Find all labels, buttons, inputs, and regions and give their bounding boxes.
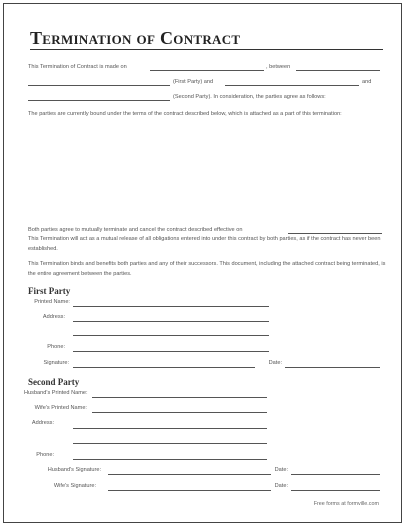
title-rule [30,49,383,50]
document-page [3,3,402,523]
between-party-field[interactable] [296,70,380,71]
first-address-label: Address: [42,314,65,320]
second-address-line-2[interactable] [73,443,267,444]
wife-signature-field[interactable] [108,490,271,491]
wife-date-field[interactable] [291,490,380,491]
husband-signature-label: Husband's Signature: [47,467,101,473]
first-date-label: Date: [268,360,282,366]
second-party-name-field[interactable] [225,85,359,86]
first-printed-name-field[interactable] [73,306,269,307]
husband-signature-field[interactable] [108,474,271,475]
paragraph-bound: The parties are currently bound under the terms of the contract described below, which is attached as a part of this termination: [28,111,342,117]
wife-printed-name-label: Wife's Printed Name: [34,405,87,411]
second-phone-label: Phone: [36,452,54,458]
second-party-heading: Second Party [28,377,80,387]
date-made-field[interactable] [150,70,264,71]
husband-date-field[interactable] [291,474,380,475]
intro-second-party-hint: (Second Party). In consideration, the parties agree as follows: [173,94,326,100]
intro-between: , between [266,64,291,70]
husband-date-label: Date: [274,467,288,473]
first-address-line-2[interactable] [73,335,269,336]
paragraph-agree-release: This Termination will act as a mutual release of all obligations entered into under this contract by both parties, as if the contract has never been established. [28,236,381,252]
husband-printed-name-field[interactable] [92,397,267,398]
intro-and: and [362,79,372,85]
intro-first-party-hint: (First Party) and [173,79,214,85]
footer-credit: Free forms at formville.com [313,501,379,507]
first-party-name-field[interactable] [28,85,170,86]
wife-signature-label: Wife's Signature: [53,483,96,489]
first-address-line-1[interactable] [73,321,269,322]
second-address-label: Address: [31,420,54,426]
effective-date-field[interactable] [288,233,382,234]
second-party-field[interactable] [28,100,170,101]
second-phone-field[interactable] [73,459,267,460]
wife-date-label: Date: [274,483,288,489]
first-signature-label: Signature: [43,360,69,366]
first-date-field[interactable] [285,367,380,368]
first-party-heading: First Party [28,286,71,296]
first-phone-field[interactable] [73,351,269,352]
paragraph-agree-lead: Both parties agree to mutually terminate and cancel the contract described effective on [28,227,243,233]
paragraph-binding: This Termination binds and benefits both parties and any of their successors. This document, including the attached contract being terminated, is the entire agreement between the parties. [28,261,386,277]
first-signature-field[interactable] [73,367,255,368]
husband-printed-name-label: Husband's Printed Name: [24,390,88,396]
first-printed-name-label: Printed Name: [34,299,70,305]
intro-made-on: This Termination of Contract is made on [28,64,127,70]
second-address-line-1[interactable] [73,428,267,429]
first-phone-label: Phone: [47,344,65,350]
document-title: Termination of Contract [30,28,241,48]
wife-printed-name-field[interactable] [92,412,267,413]
